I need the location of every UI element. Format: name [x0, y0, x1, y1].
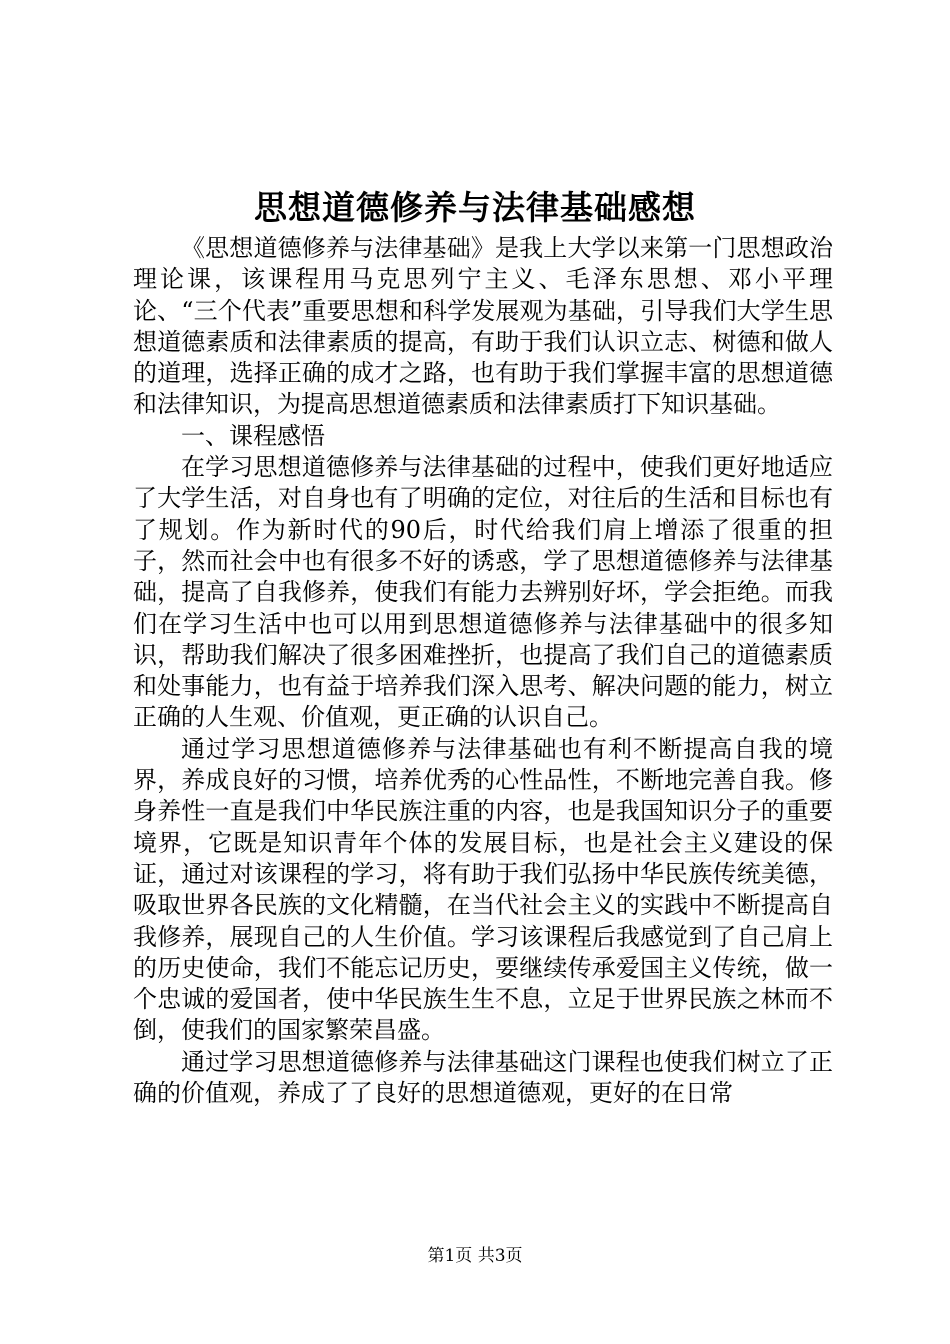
document-body [133, 233, 833, 1109]
paragraph-reflection-3: 通过学习思想道德修养与法律基础这门课程也使我们树立了正确的价值观，养成了了良好的思想道德观，更好的在日常 [133, 1047, 833, 1108]
paragraph-reflection-2: 通过学习思想道德修养与法律基础也有利不断提高自我的境界，养成良好的习惯，培养优秀的心性品性，不断地完善自我。修身养性一直是我们中华民族注重的内容，也是我国知识分子的重要境界，它既是知识青年个体的发展目标，也是社会主义建设的保证，通过对该课程的学习，将有助于我们弘扬中华民族传统美德，吸取世界各民族的文化精髓，在当代社会主义的实践中不断提高自我修养，展现自己的人生价值。学习该课程后我感觉到了自己肩上的历史使命，我们不能忘记历史，要继续传承爱国主义传统，做一个忠诚的爱国者，使中华民族生生不息，立足于世界民族之林而不倒，使我们的国家繁荣昌盛。 [133, 734, 833, 1045]
section-heading: 一、课程感悟 [181, 421, 325, 450]
document-title: 思想道德修养与法律基础感想 [254, 188, 696, 227]
paragraph-reflection-1: 在学习思想道德修养与法律基础的过程中，使我们更好地适应了大学生活，对自身也有了明确的定位，对往后的生活和目标也有了规划。作为新时代的90后，时代给我们肩上增添了很重的担子，然而社会中也有很多不好的诱惑，学了思想道德修养与法律基础，提高了自我修养，使我们有能力去辨别好坏，学会拒绝。而我们在学习生活中也可以用到思想道德修养与法律基础中的很多知识，帮助我们解决了很多困难挫折，也提高了我们自己的道德素质和处事能力，也有益于培养我们深入思考、解决问题的能力，树立正确的人生观、价值观，更正确的认识自己。 [133, 453, 833, 732]
paragraph-intro: 《思想道德修养与法律基础》是我上大学以来第一门思想政治理论课，该课程用马克思列宁主义、毛泽东思想、邓小平理论、“三个代表”重要思想和科学发展观为基础，引导我们大学生思想道德素质和法律素质的提高，有助于我们认识立志、树德和做人的道理，选择正确的成才之路，也有助于我们掌握丰富的思想道德和法律知识，为提高思想道德素质和法律素质打下知识基础。 [133, 234, 833, 419]
page-number-footer: 第1页 共3页 [427, 1246, 523, 1266]
